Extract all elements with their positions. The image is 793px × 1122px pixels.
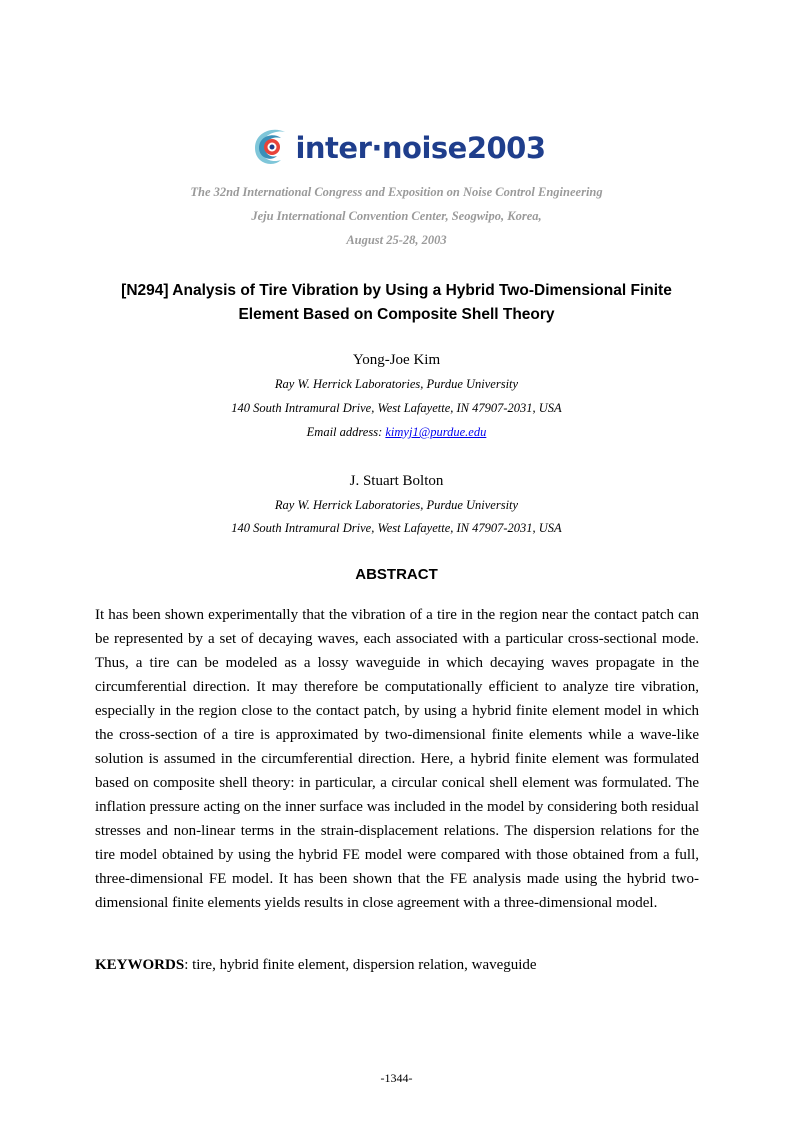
author-1-address: 140 South Intramural Drive, West Lafayette, IN 47907-2031, USA	[231, 401, 562, 415]
author-2-affiliation: Ray W. Herrick Laboratories, Purdue University	[274, 498, 519, 512]
title-line-1: [N294] Analysis of Tire Vibration by Using a Hybrid Two-Dimensional Finite	[121, 282, 672, 299]
conference-logo	[0, 118, 793, 178]
author-2-name: J. Stuart Bolton	[349, 473, 444, 489]
conference-name: The 32nd International Congress and Exposition on Noise Control Engineering	[190, 185, 603, 199]
title-line-2: Element Based on Composite Shell Theory	[238, 306, 555, 323]
keywords-text: : tire, hybrid finite element, dispersion relation, waveguide	[184, 957, 537, 973]
abstract-body: It has been shown experimentally that the vibration of a tire in the region near the contact patch can be represented by a set of decaying waves, each associated with a particular cross-sectional mode. Thus, a tire can be modeled as a lossy waveguide in which decaying waves propagate in the circumferential direction. It may therefore be computationally efficient to analyze tire vibration, especially in the region close to the contact patch, by using a hybrid finite element model in which the cross-section of a tire is approximated by two-dimensional finite elements while a wave-like solution is assumed in the circumferential direction. Here, a hybrid finite element was formulated based on composite shell theory: in particular, a circular conical shell element was formulated. The inflation pressure acting on the inner surface was included in the model by considering both residual stresses and non-linear terms in the strain-displacement relations. The dispersion relations for the tire model obtained by using the hybrid FE model were compared with those obtained from a full, three-dimensional FE model. It has been shown that the FE analysis made using the hybrid two-dimensional finite elements yields results in close agreement with a three-dimensional model.	[95, 607, 699, 911]
page-number: -1344-	[380, 1071, 413, 1085]
conference-venue: Jeju International Convention Center, Seogwipo, Korea,	[251, 209, 542, 223]
author-1-email-line	[0, 425, 793, 440]
abstract-heading: ABSTRACT	[355, 566, 438, 583]
author-1-name: Yong-Joe Kim	[352, 352, 441, 368]
author-1-affiliation: Ray W. Herrick Laboratories, Purdue University	[274, 377, 519, 391]
keywords-line	[95, 953, 699, 977]
author-2-address: 140 South Intramural Drive, West Lafayette, IN 47907-2031, USA	[231, 521, 562, 535]
paper-title	[60, 279, 733, 327]
conference-date: August 25-28, 2003	[346, 233, 447, 247]
swirl-logo-icon	[247, 122, 293, 174]
author-1-email-link[interactable]: kimyj1@purdue.edu	[385, 425, 487, 439]
email-label: Email address:	[306, 425, 386, 439]
logo-wordmark: inter·noise2003	[295, 131, 546, 165]
keywords-label: KEYWORDS	[95, 957, 185, 973]
